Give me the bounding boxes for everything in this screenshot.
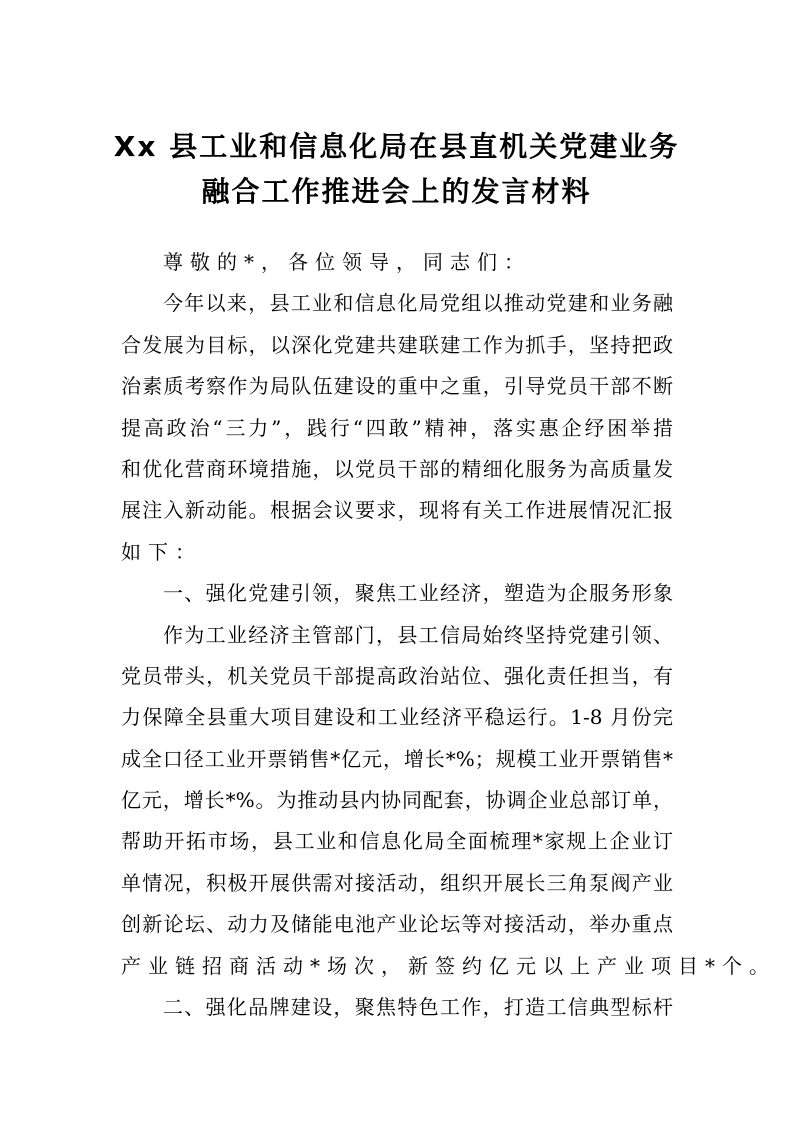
paragraph: [121, 578, 673, 619]
text-line: 一、强化党建引领，聚焦工业经济，塑造为企服务形象: [163, 581, 673, 606]
document-title-line-2: 融合工作推进会上的发言材料: [201, 175, 592, 208]
text-line: 尊敬的*，各位领导，同志们：: [163, 250, 531, 274]
text-line: 和优化营商环境措施，以党员干部的精细化服务为高质量发: [121, 456, 673, 481]
text-line: 单情况，积极开展供需对接活动，组织开展长三角泵阀产业: [121, 870, 673, 895]
paragraph: [121, 288, 673, 578]
paragraph: [121, 620, 776, 993]
text-line: 如下：: [121, 539, 202, 564]
text-line: 党员带头，机关党员干部提高政治站位、强化责任担当，有: [121, 663, 673, 688]
text-line: 展注入新动能。根据会议要求，现将有关工作进展情况汇报: [121, 498, 673, 523]
text-line: 治素质考察作为局队伍建设的重中之重，引导党员干部不断: [121, 374, 673, 399]
text-line: 创新论坛、动力及储能电池产业论坛等对接活动，举办重点: [121, 912, 673, 937]
text-line: 力保障全县重大项目建设和工业经济平稳运行。1-8 月份完: [121, 705, 673, 730]
text-line: 成全口径工业开票销售*亿元，增长*%；规模工业开票销售*: [121, 746, 673, 771]
text-line: 提高政治“三力”，践行“四敢”精神，落实惠企纾困举措: [121, 415, 673, 440]
text-line: 产业链招商活动*场次，新签约亿元以上产业项目*个。: [121, 953, 776, 978]
text-line: 帮助开拓市场，县工业和信息化局全面梳理*家规上企业订: [121, 829, 673, 854]
text-line: 二、强化品牌建设，聚焦特色工作，打造工信典型标杆: [163, 995, 673, 1020]
paragraph: [121, 992, 673, 1033]
paragraph: [121, 247, 673, 288]
text-line: 作为工业经济主管部门，县工信局始终坚持党建引领、: [163, 622, 673, 647]
document-body: [121, 247, 776, 1033]
document-title-line-1: Xx 县工业和信息化局在县直机关党建业务: [113, 130, 680, 163]
text-line: 今年以来，县工业和信息化局党组以推动党建和业务融: [163, 291, 673, 316]
text-line: 亿元，增长*%。为推动县内协同配套，协调企业总部订单，: [121, 788, 673, 813]
text-line: 合发展为目标，以深化党建共建联建工作为抓手，坚持把政: [121, 332, 673, 357]
